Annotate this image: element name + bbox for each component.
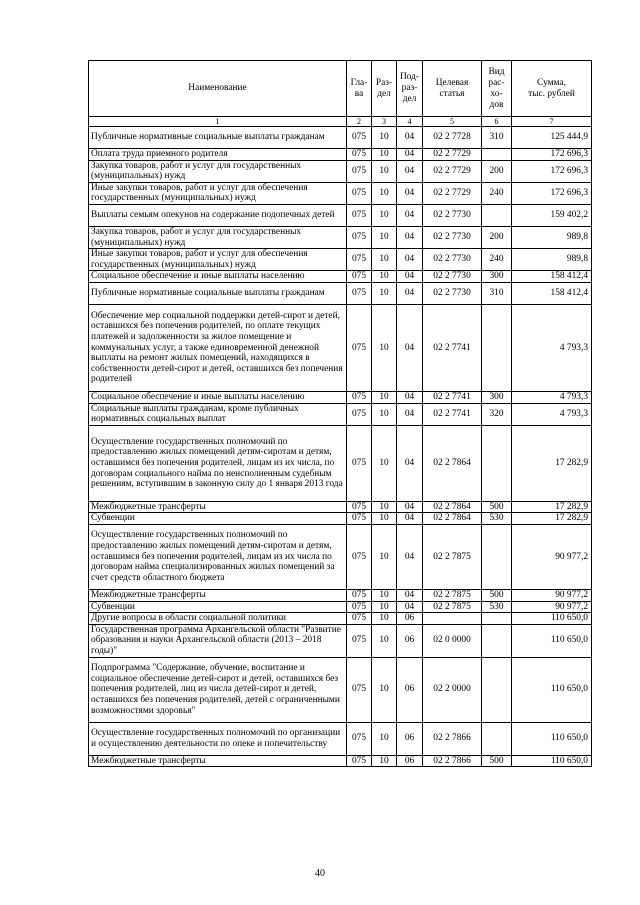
cell-sum: 110 650,0	[512, 613, 592, 625]
table-row	[89, 501, 592, 513]
table-row	[89, 524, 592, 589]
cell-target: 02 2 7729	[423, 149, 482, 161]
cell-target: 02 2 7730	[423, 204, 482, 226]
cell-glava: 075	[347, 613, 372, 625]
header-podrazdel: Под- раз- дел	[397, 61, 423, 117]
cell-sum: 4 793,3	[512, 304, 592, 391]
cell-target: 02 2 7864	[423, 513, 482, 525]
table-row	[89, 722, 592, 755]
cell-sum: 90 977,2	[512, 601, 592, 613]
cell-name: Иные закупки товаров, работ и услуг для обеспечения государственных (муниципальных) нужд	[89, 249, 347, 271]
cell-sum: 158 412,4	[512, 282, 592, 304]
cell-sum: 90 977,2	[512, 524, 592, 589]
cell-glava: 075	[347, 249, 372, 271]
header-target: Целевая статья	[423, 61, 482, 117]
cell-vid	[482, 304, 512, 391]
header-vid: Вид рас- хо- дов	[482, 61, 512, 117]
table-row	[89, 271, 592, 283]
cell-target: 02 2 0000	[423, 657, 482, 722]
column-number: 4	[397, 117, 423, 127]
cell-target: 02 2 7728	[423, 127, 482, 149]
cell-glava: 075	[347, 282, 372, 304]
cell-razdel: 10	[372, 601, 397, 613]
cell-target: 02 2 7730	[423, 226, 482, 248]
cell-vid: 530	[482, 513, 512, 525]
cell-podrazdel: 04	[397, 601, 423, 613]
cell-sum: 159 402,2	[512, 204, 592, 226]
cell-podrazdel: 04	[397, 403, 423, 425]
cell-target: 02 2 7730	[423, 282, 482, 304]
table-row	[89, 204, 592, 226]
cell-target: 02 2 7741	[423, 304, 482, 391]
cell-name: Подпрограмма "Содержание, обучение, воспитание и социальное обеспечение детей-сирот и детей, оставшихся без попечения родителей, лиц из числа детей-сирот и детей, оставшихся без попечения родителей, детей с ограниченными возможностями здоровья"	[89, 657, 347, 722]
cell-name: Обеспечение мер социальной поддержки детей-сирот и детей, оставшихся без попечения родителей, по оплате текущих платежей и задолженности за жилое помещение и коммунальных услуг, а также единовременной денежной выплаты на ремонт жилых помещений, находящихся в собственности детей-сирот и детей, оставшихся без попечения родителей	[89, 304, 347, 391]
cell-podrazdel: 06	[397, 722, 423, 755]
cell-vid: 240	[482, 182, 512, 204]
table-row	[89, 182, 592, 204]
cell-podrazdel: 06	[397, 613, 423, 625]
table-row	[89, 282, 592, 304]
cell-vid	[482, 722, 512, 755]
cell-glava: 075	[347, 524, 372, 589]
table-row	[89, 755, 592, 767]
table-row	[89, 403, 592, 425]
cell-sum: 110 650,0	[512, 657, 592, 722]
table-row	[89, 127, 592, 149]
cell-glava: 075	[347, 226, 372, 248]
cell-sum: 110 650,0	[512, 624, 592, 657]
column-number: 3	[372, 117, 397, 127]
cell-glava: 075	[347, 403, 372, 425]
page-number: 40	[315, 868, 325, 879]
cell-sum: 172 696,3	[512, 149, 592, 161]
cell-vid: 500	[482, 755, 512, 767]
cell-vid: 530	[482, 601, 512, 613]
cell-podrazdel: 04	[397, 524, 423, 589]
cell-target: 02 2 7875	[423, 589, 482, 601]
cell-name: Межбюджетные трансферты	[89, 755, 347, 767]
cell-razdel: 10	[372, 249, 397, 271]
cell-name: Иные закупки товаров, работ и услуг для обеспечения государственных (муниципальных) нужд	[89, 182, 347, 204]
cell-vid: 500	[482, 501, 512, 513]
cell-vid: 200	[482, 160, 512, 182]
cell-target: 02 2 7866	[423, 722, 482, 755]
cell-name: Осуществление государственных полномочий по организации и осуществлению деятельности по опеке и попечительству	[89, 722, 347, 755]
cell-target: 02 2 7875	[423, 524, 482, 589]
cell-name: Осуществление государственных полномочий по предоставлению жилых помещений детям-сиротам и детям, оставшимся без попечения родителей, лицам из их числа по договорам найма специализированных жилых помещений за счет средств областного бюджета	[89, 524, 347, 589]
cell-name: Осуществление государственных полномочий по предоставлению жилых помещений детям-сиротам и детям, оставшимся без попечения родителей, лицам из их числа, по договорам социального найма по неисполненным судебным решениям, вступившим в законную силу до 1 января 2013 года	[89, 425, 347, 501]
cell-podrazdel: 04	[397, 226, 423, 248]
cell-glava: 075	[347, 182, 372, 204]
cell-name: Оплата труда приемного родителя	[89, 149, 347, 161]
table-row	[89, 391, 592, 403]
cell-vid: 320	[482, 403, 512, 425]
cell-name: Межбюджетные трансферты	[89, 589, 347, 601]
cell-target: 02 2 7730	[423, 271, 482, 283]
cell-razdel: 10	[372, 304, 397, 391]
cell-razdel: 10	[372, 425, 397, 501]
table-row	[89, 657, 592, 722]
cell-razdel: 10	[372, 513, 397, 525]
table-body	[89, 127, 592, 767]
cell-vid: 500	[482, 589, 512, 601]
cell-sum: 989,8	[512, 249, 592, 271]
cell-razdel: 10	[372, 524, 397, 589]
column-number: 7	[512, 117, 592, 127]
cell-sum: 110 650,0	[512, 755, 592, 767]
column-number: 2	[347, 117, 372, 127]
cell-razdel: 10	[372, 182, 397, 204]
cell-podrazdel: 06	[397, 624, 423, 657]
header-row	[89, 61, 592, 117]
cell-glava: 075	[347, 722, 372, 755]
cell-vid	[482, 149, 512, 161]
cell-target: 02 2 7866	[423, 755, 482, 767]
cell-target: 02 2 7864	[423, 425, 482, 501]
cell-podrazdel: 04	[397, 391, 423, 403]
cell-glava: 075	[347, 425, 372, 501]
table-row	[89, 249, 592, 271]
cell-podrazdel: 04	[397, 127, 423, 149]
cell-name: Государственная программа Архангельской области "Развитие образования и науки Архангельской области (2013 – 2018 годы)"	[89, 624, 347, 657]
cell-glava: 075	[347, 160, 372, 182]
cell-vid: 200	[482, 226, 512, 248]
cell-razdel: 10	[372, 226, 397, 248]
cell-name: Публичные нормативные социальные выплаты гражданам	[89, 127, 347, 149]
cell-podrazdel: 04	[397, 425, 423, 501]
cell-vid: 240	[482, 249, 512, 271]
table-row	[89, 601, 592, 613]
cell-name: Социальное обеспечение и иные выплаты населению	[89, 391, 347, 403]
cell-sum: 110 650,0	[512, 722, 592, 755]
cell-sum: 989,8	[512, 226, 592, 248]
header-razdel: Раз- дел	[372, 61, 397, 117]
table-row	[89, 513, 592, 525]
table-header	[89, 61, 592, 127]
cell-razdel: 10	[372, 391, 397, 403]
cell-name: Другие вопросы в области социальной политики	[89, 613, 347, 625]
cell-sum: 4 793,3	[512, 403, 592, 425]
cell-podrazdel: 04	[397, 160, 423, 182]
cell-podrazdel: 06	[397, 657, 423, 722]
cell-razdel: 10	[372, 160, 397, 182]
cell-target: 02 2 7864	[423, 501, 482, 513]
cell-glava: 075	[347, 391, 372, 403]
cell-razdel: 10	[372, 722, 397, 755]
column-number: 1	[89, 117, 347, 127]
cell-vid: 310	[482, 282, 512, 304]
column-number-row	[89, 117, 592, 127]
cell-razdel: 10	[372, 282, 397, 304]
cell-glava: 075	[347, 755, 372, 767]
table-row	[89, 425, 592, 501]
cell-sum: 17 282,9	[512, 501, 592, 513]
cell-podrazdel: 04	[397, 282, 423, 304]
cell-glava: 075	[347, 149, 372, 161]
cell-vid	[482, 613, 512, 625]
cell-vid	[482, 204, 512, 226]
cell-razdel: 10	[372, 589, 397, 601]
cell-podrazdel: 06	[397, 755, 423, 767]
cell-glava: 075	[347, 501, 372, 513]
table-row	[89, 226, 592, 248]
cell-razdel: 10	[372, 657, 397, 722]
cell-vid	[482, 657, 512, 722]
cell-sum: 4 793,3	[512, 391, 592, 403]
cell-target: 02 2 7741	[423, 391, 482, 403]
cell-razdel: 10	[372, 613, 397, 625]
cell-razdel: 10	[372, 271, 397, 283]
cell-razdel: 10	[372, 149, 397, 161]
header-sum: Сумма, тыс. рублей	[512, 61, 592, 117]
cell-podrazdel: 04	[397, 182, 423, 204]
cell-name: Закупка товаров, работ и услуг для государственных (муниципальных) нужд	[89, 160, 347, 182]
cell-podrazdel: 04	[397, 513, 423, 525]
table-row	[89, 304, 592, 391]
cell-podrazdel: 04	[397, 501, 423, 513]
header-name: Наименование	[89, 61, 347, 117]
cell-sum: 172 696,3	[512, 182, 592, 204]
cell-glava: 075	[347, 304, 372, 391]
cell-vid: 310	[482, 127, 512, 149]
cell-name: Закупка товаров, работ и услуг для государственных (муниципальных) нужд	[89, 226, 347, 248]
cell-name: Субвенции	[89, 601, 347, 613]
cell-glava: 075	[347, 624, 372, 657]
cell-podrazdel: 04	[397, 149, 423, 161]
cell-name: Социальные выплаты гражданам, кроме публичных нормативных социальных выплат	[89, 403, 347, 425]
cell-glava: 075	[347, 271, 372, 283]
cell-vid	[482, 624, 512, 657]
cell-sum: 172 696,3	[512, 160, 592, 182]
cell-vid	[482, 524, 512, 589]
cell-name: Публичные нормативные социальные выплаты гражданам	[89, 282, 347, 304]
cell-glava: 075	[347, 513, 372, 525]
cell-podrazdel: 04	[397, 271, 423, 283]
cell-name: Социальное обеспечение и иные выплаты населению	[89, 271, 347, 283]
cell-podrazdel: 04	[397, 204, 423, 226]
cell-glava: 075	[347, 204, 372, 226]
column-number: 5	[423, 117, 482, 127]
cell-vid: 300	[482, 391, 512, 403]
table-row	[89, 589, 592, 601]
cell-vid	[482, 425, 512, 501]
cell-razdel: 10	[372, 624, 397, 657]
cell-glava: 075	[347, 657, 372, 722]
cell-podrazdel: 04	[397, 249, 423, 271]
cell-podrazdel: 04	[397, 589, 423, 601]
cell-target: 02 2 7741	[423, 403, 482, 425]
cell-glava: 075	[347, 589, 372, 601]
cell-name: Субвенции	[89, 513, 347, 525]
table-row	[89, 160, 592, 182]
cell-target	[423, 613, 482, 625]
column-number: 6	[482, 117, 512, 127]
cell-razdel: 10	[372, 501, 397, 513]
cell-target: 02 2 7729	[423, 182, 482, 204]
cell-glava: 075	[347, 601, 372, 613]
cell-razdel: 10	[372, 204, 397, 226]
cell-sum: 17 282,9	[512, 425, 592, 501]
cell-razdel: 10	[372, 755, 397, 767]
cell-sum: 158 412,4	[512, 271, 592, 283]
cell-razdel: 10	[372, 127, 397, 149]
cell-target: 02 2 7729	[423, 160, 482, 182]
cell-target: 02 0 0000	[423, 624, 482, 657]
cell-name: Выплаты семьям опекунов на содержание подопечных детей	[89, 204, 347, 226]
cell-name: Межбюджетные трансферты	[89, 501, 347, 513]
cell-sum: 17 282,9	[512, 513, 592, 525]
cell-vid: 300	[482, 271, 512, 283]
cell-glava: 075	[347, 127, 372, 149]
budget-table	[88, 60, 592, 767]
cell-podrazdel: 04	[397, 304, 423, 391]
table-row	[89, 624, 592, 657]
cell-razdel: 10	[372, 403, 397, 425]
cell-sum: 90 977,2	[512, 589, 592, 601]
header-glava: Гла- ва	[347, 61, 372, 117]
table-row	[89, 149, 592, 161]
cell-target: 02 2 7730	[423, 249, 482, 271]
table-row	[89, 613, 592, 625]
cell-target: 02 2 7875	[423, 601, 482, 613]
cell-sum: 125 444,9	[512, 127, 592, 149]
